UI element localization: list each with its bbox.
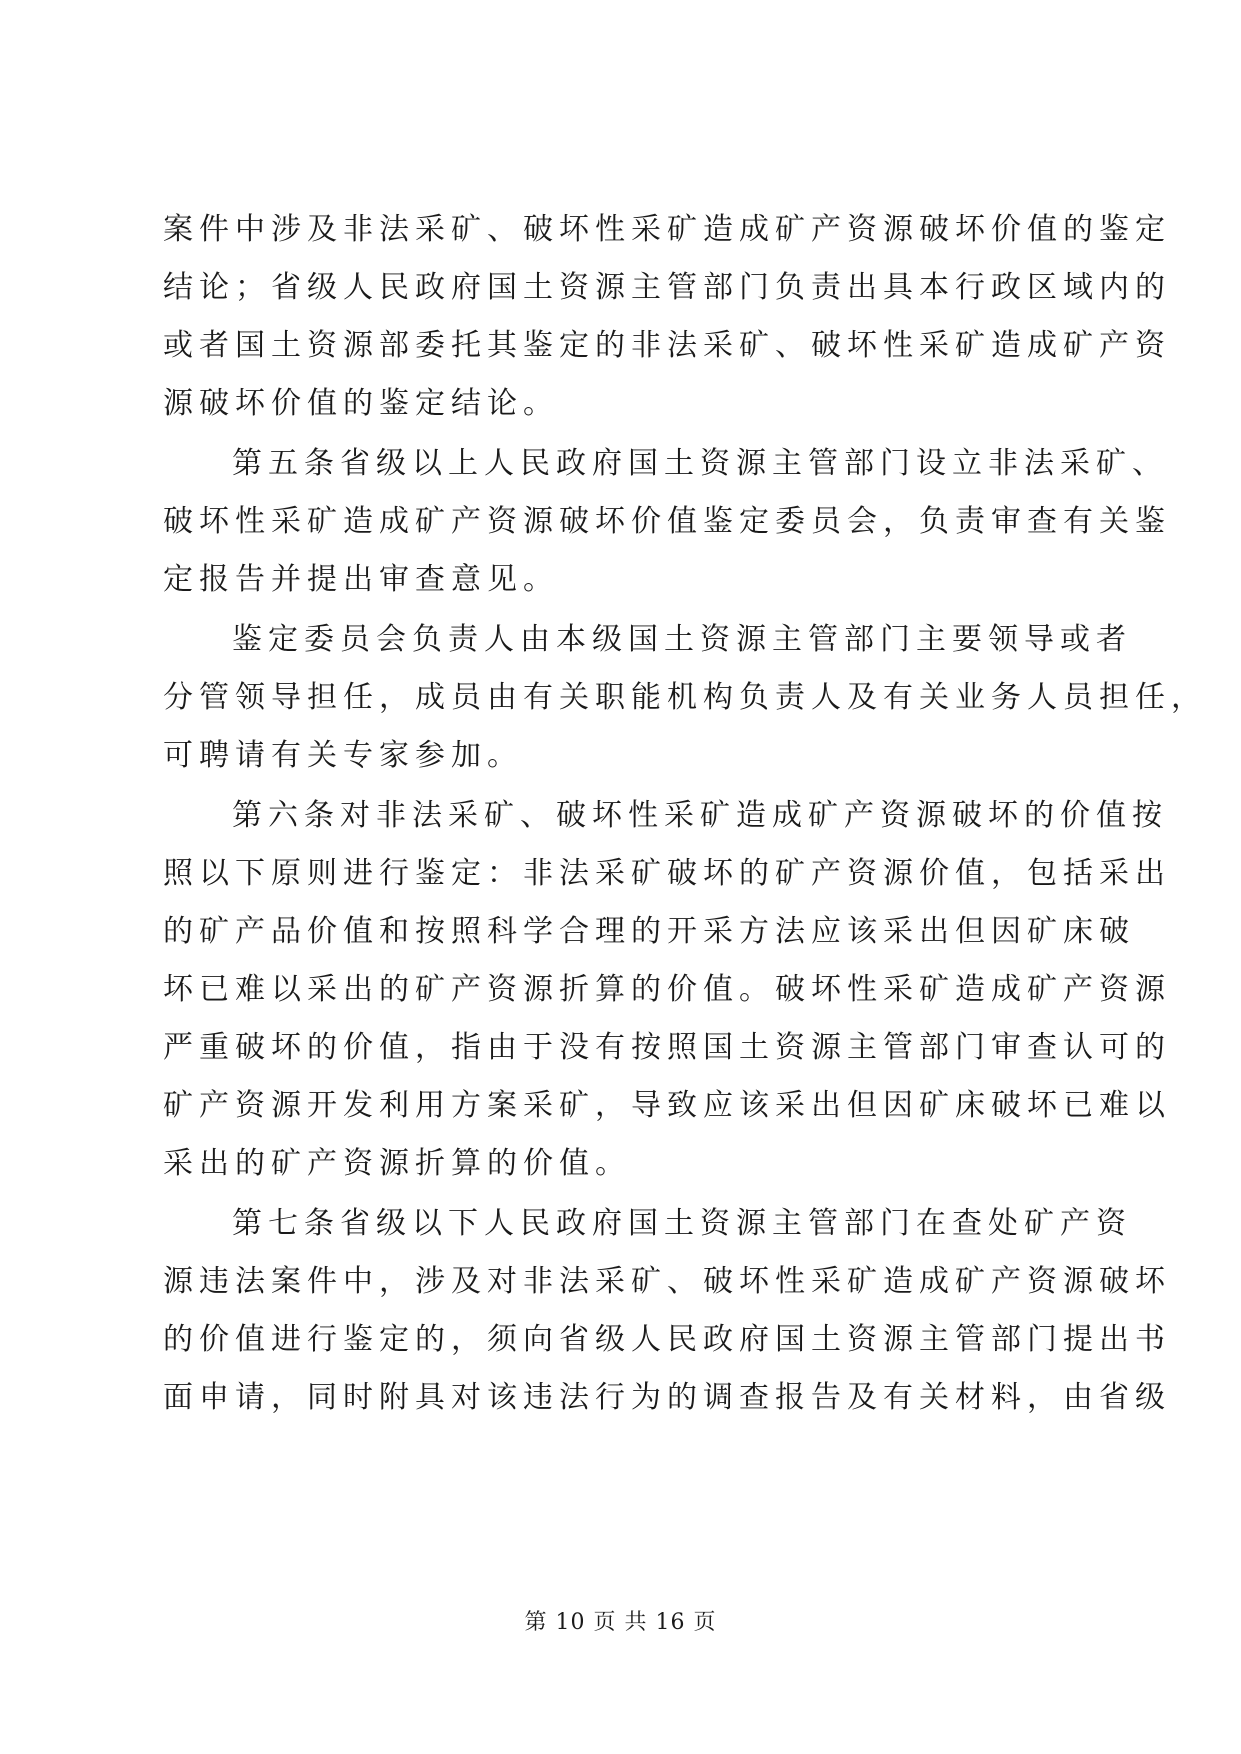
text-line: 照以下原则进行鉴定：非法采矿破坏的矿产资源价值，包括采出 xyxy=(163,856,1171,891)
text-line: 采出的矿产资源折算的价值。 xyxy=(163,1146,631,1181)
text-line: 案件中涉及非法采矿、破坏性采矿造成矿产资源破坏价值的鉴定 xyxy=(163,212,1171,247)
text-line: 或者国土资源部委托其鉴定的非法采矿、破坏性采矿造成矿产资 xyxy=(163,328,1171,363)
text-line: 破坏性采矿造成矿产资源破坏价值鉴定委员会，负责审查有关鉴 xyxy=(163,504,1171,539)
text-line: 源破坏价值的鉴定结论。 xyxy=(163,386,559,421)
text-line: 的矿产品价值和按照科学合理的开采方法应该采出但因矿床破 xyxy=(163,914,1135,949)
text-line: 坏已难以采出的矿产资源折算的价值。破坏性采矿造成矿产资源 xyxy=(163,972,1171,1007)
paragraph-article-7: 第七条省级以下人民政府国土资源主管部门在查处矿产资 xyxy=(232,1206,1132,1241)
text-line: 源违法案件中，涉及对非法采矿、破坏性采矿造成矿产资源破坏 xyxy=(163,1264,1171,1299)
text-line: 可聘请有关专家参加。 xyxy=(163,738,523,773)
page-number-footer: 第 10 页 共 16 页 xyxy=(524,1610,717,1635)
paragraph-committee: 鉴定委员会负责人由本级国土资源主管部门主要领导或者 xyxy=(232,622,1132,657)
text-line: 矿产资源开发利用方案采矿，导致应该采出但因矿床破坏已难以 xyxy=(163,1088,1171,1123)
text-line: 面申请，同时附具对该违法行为的调查报告及有关材料，由省级 xyxy=(163,1380,1171,1415)
paragraph-article-6: 第六条对非法采矿、破坏性采矿造成矿产资源破坏的价值按 xyxy=(232,798,1168,833)
text-line: 定报告并提出审查意见。 xyxy=(163,562,559,597)
text-line: 的价值进行鉴定的，须向省级人民政府国土资源主管部门提出书 xyxy=(163,1322,1171,1357)
text-line: 分管领导担任，成员由有关职能机构负责人及有关业务人员担任， xyxy=(163,680,1207,715)
paragraph-article-5: 第五条省级以上人民政府国土资源主管部门设立非法采矿、 xyxy=(232,446,1168,481)
text-line: 严重破坏的价值，指由于没有按照国土资源主管部门审查认可的 xyxy=(163,1030,1171,1065)
text-line: 结论；省级人民政府国土资源主管部门负责出具本行政区域内的 xyxy=(163,270,1171,305)
